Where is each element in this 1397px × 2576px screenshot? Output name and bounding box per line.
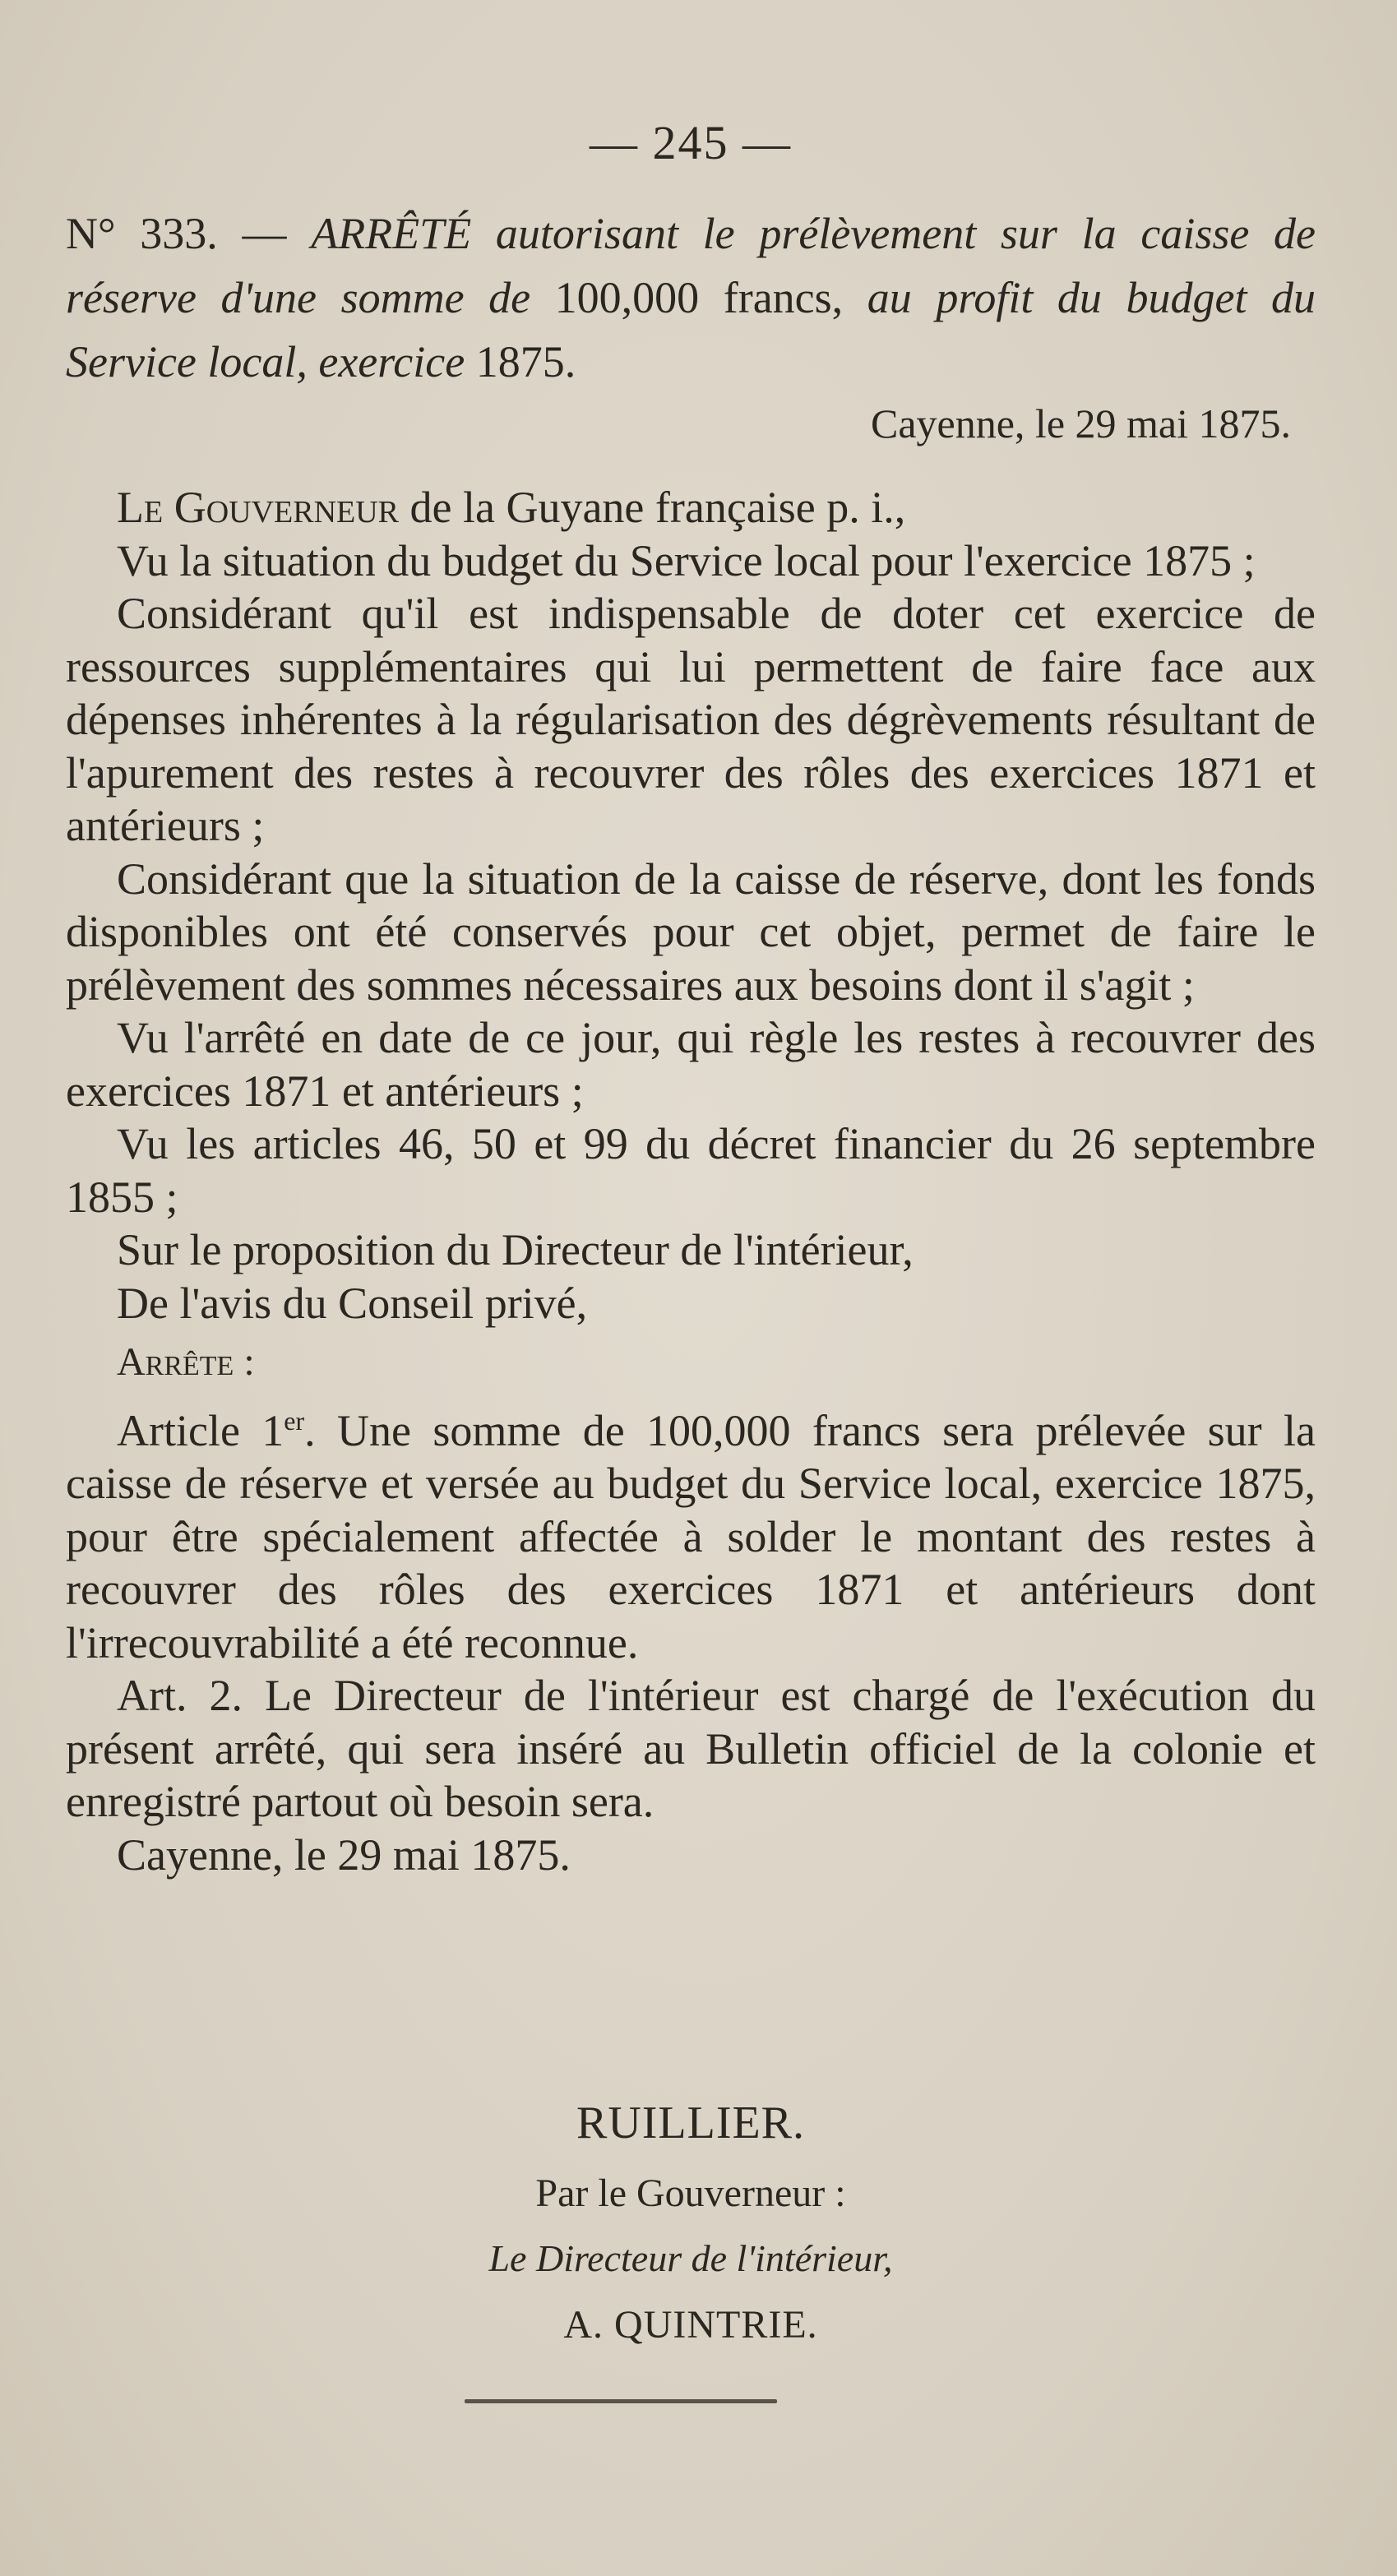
intro-caps: Le Gouverneur [117, 483, 400, 532]
article-1-text: . Une somme de 100,000 francs sera prélevée sur la caisse de réserve et versée au budget du Service local, exercice 1875, pour être spécialement affectée à solder le montant des restes à recouvrer des rôles des exercices 1871 et antérieurs dont l'irrecouvrabilité a été reconnue. [66, 1405, 1316, 1667]
closing-date: Cayenne, le 29 mai 1875. [117, 1829, 571, 1880]
act-title-amount: 100,000 [554, 273, 700, 322]
arrete-label: Arrête : [117, 1340, 255, 1384]
intro-paragraph [66, 481, 1316, 534]
paragraph-considerant-1: Considérant qu'il est indispensable de doter cet exercice de ressources supplémentaires qui lui permettent de faire face aux dépenses inhérentes à la régularisation des dégrèvements résultant de l'apurement des restes à recouvrer des rôles des exercices 1871 et antérieurs ; [66, 589, 1316, 850]
article-1-label: Article 1 [117, 1405, 284, 1455]
act-title-part1: ARRÊTÉ autorisant le prélèvement sur la caisse de réserve d'une somme de [66, 209, 1316, 322]
article-1 [66, 1394, 1316, 1670]
end-rule [465, 2399, 777, 2403]
signatory-by: Par le Gouverneur : [535, 2171, 846, 2215]
paragraph-proposition: Sur le proposition du Directeur de l'intérieur, [117, 1225, 914, 1274]
dateline: Cayenne, le 29 mai 1875. [871, 400, 1291, 446]
paragraph-vu-situation: Vu la situation du budget du Service local pour l'exercice 1875 ; [117, 535, 1256, 585]
signatory-name: RUILLIER. [576, 2097, 806, 2148]
act-body [66, 481, 1316, 1881]
act-title-part3: au profit du budget du Service local, exercice [66, 273, 1316, 386]
paragraph-avis: De l'avis du Conseil privé, [117, 1278, 588, 1328]
countersignature: A. QUINTRIE. [563, 2303, 818, 2347]
intro-rest: de la Guyane française p. i., [409, 483, 906, 532]
paragraph-vu-arrete: Vu l'arrêté en date de ce jour, qui règle les restes à recouvrer des exercices 1871 et antérieurs ; [66, 1013, 1316, 1116]
act-title-currency: francs, [723, 273, 844, 322]
paragraph-considerant-2: Considérant que la situation de la caisse de réserve, dont les fonds disponibles ont été conservés pour cet objet, permet de faire le prélèvement des sommes nécessaires aux besoins dont il s'agit ; [66, 853, 1316, 1010]
paragraph-vu-articles: Vu les articles 46, 50 et 99 du décret financier du 26 septembre 1855 ; [66, 1119, 1316, 1222]
article-2: Art. 2. Le Directeur de l'intérieur est chargé de l'exécution du présent arrêté, qui sera inséré au Bulletin officiel de la colonie et enregistré partout où besoin sera. [66, 1671, 1316, 1826]
act-title-year: 1875. [475, 337, 576, 386]
act-number: N° 333. — [66, 209, 287, 258]
page-number: — 245 — [590, 116, 792, 169]
article-1-sup: er [284, 1405, 305, 1436]
signatory-role: Le Directeur de l'intérieur, [488, 2237, 893, 2279]
act-heading [66, 201, 1316, 394]
